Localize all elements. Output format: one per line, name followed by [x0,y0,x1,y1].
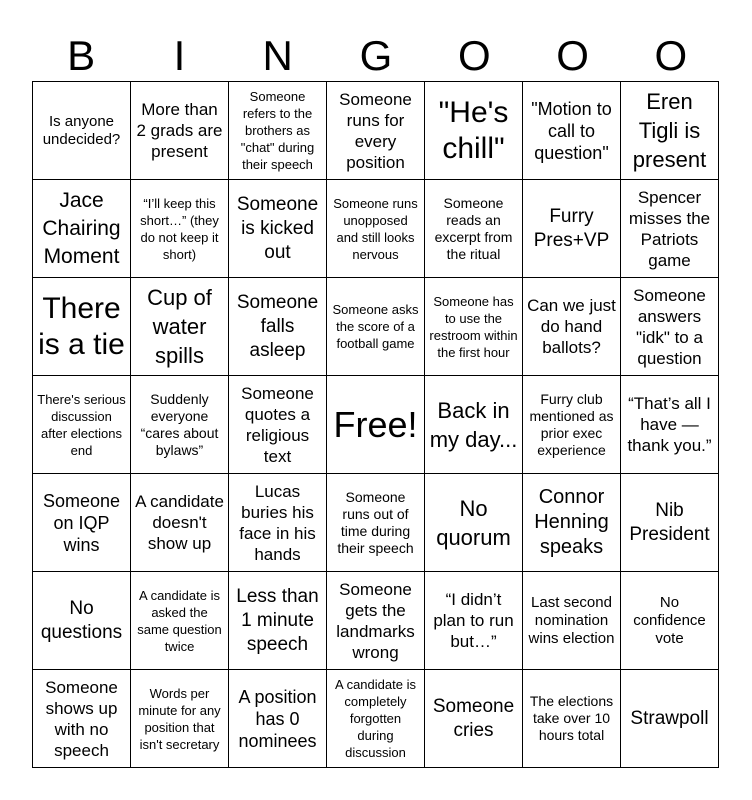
cell-text: Back in my day... [429,397,518,452]
header-letter: I [173,32,186,79]
cell-text: “I’ll keep this short…” (they do not keep it short) [140,195,219,262]
cell-text: "He's chill" [438,95,509,165]
cell-text: Someone runs unopposed and still looks nervous [333,195,418,262]
header-letter: B [67,32,96,79]
cell-text: Less than 1 minute speech [236,585,319,655]
bingo-cell[interactable] [131,376,229,474]
cell-text: Is anyone undecided? [42,112,121,148]
cell-text: Strawpoll [630,707,709,729]
bingo-cell[interactable] [131,82,229,180]
bingo-cell[interactable] [327,82,425,180]
bingo-cell[interactable] [229,82,327,180]
bingo-cell[interactable] [621,572,719,670]
cell-text: Someone shows up with no speech [45,677,118,760]
cell-text: Someone reads an excerpt from the ritual [434,194,513,262]
bingo-cell[interactable] [33,670,131,768]
bingo-cell[interactable] [229,376,327,474]
bingo-cell[interactable] [425,376,523,474]
bingo-cell[interactable] [229,572,327,670]
bingo-cell[interactable] [327,180,425,278]
cell-text: Someone cries [432,695,515,741]
bingo-cell[interactable] [229,474,327,572]
cell-text: Someone falls asleep [236,291,319,361]
cell-text: Cup of water spills [147,285,212,368]
cell-text: A candidate doesn't show up [135,492,224,553]
cell-text: Someone runs for every position [339,89,412,172]
bingo-cell[interactable] [33,474,131,572]
bingo-cell[interactable] [621,376,719,474]
bingo-cell[interactable] [229,180,327,278]
header-letter: O [457,32,491,79]
cell-text: Connor Henning speaks [534,486,609,558]
bingo-cell[interactable] [131,670,229,768]
bingo-cell[interactable] [229,278,327,376]
cell-text: Someone on IQP wins [42,490,121,555]
cell-text: Free! [333,403,418,445]
cell-text: No quorum [436,495,511,550]
header-letter: G [359,32,393,79]
header-letter: O [556,32,589,79]
cell-text: Someone is kicked out [236,193,319,263]
bingo-cell[interactable] [425,670,523,768]
cell-text: A candidate is asked the same question twice [137,587,222,654]
bingo-cell[interactable] [425,82,523,180]
bingo-cell[interactable] [327,278,425,376]
cell-text: Someone has to use the restroom within the first hour [429,293,518,360]
bingo-card [32,81,719,768]
bingo-cell[interactable] [621,474,719,572]
cell-text: Eren Tigli is present [632,89,707,172]
free-space[interactable] [327,376,425,474]
bingo-cell[interactable] [523,670,621,768]
header-letter: O [654,32,688,79]
cell-text: "Motion to call to question" [531,98,612,163]
bingo-cell[interactable] [523,376,621,474]
cell-text: A position has 0 nominees [238,686,317,751]
cell-text: The elections take over 10 hours total [529,693,614,743]
bingo-cell[interactable] [33,180,131,278]
cell-text: No confidence vote [633,593,706,647]
cell-text: Spencer misses the Patriots game [628,187,711,270]
bingo-cell[interactable] [131,180,229,278]
bingo-cell[interactable] [425,180,523,278]
bingo-cell[interactable] [327,572,425,670]
bingo-cell[interactable] [327,474,425,572]
cell-text: Someone asks the score of a football game [332,302,419,351]
bingo-cell[interactable] [621,278,719,376]
bingo-cell[interactable] [327,670,425,768]
cell-text: Words per minute for any position that isn't secretary [138,685,221,752]
cell-text: Lucas buries his face in his hands [239,481,316,564]
cell-text: Someone refers to the brothers as "chat" during their speech [240,89,315,172]
cell-text: Suddenly everyone “cares about bylaws” [140,390,219,458]
cell-text: No questions [40,597,123,643]
cell-text: More than 2 grads are present [136,100,223,161]
bingo-cell[interactable] [33,82,131,180]
bingo-cell[interactable] [425,474,523,572]
bingo-cell[interactable] [229,670,327,768]
bingo-cell[interactable] [621,180,719,278]
cell-text: Someone quotes a religious text [241,383,314,466]
header-letter: N [262,32,293,79]
bingo-cell[interactable] [131,278,229,376]
bingo-cell[interactable] [523,82,621,180]
cell-text: “That’s all I have — thank you.” [627,394,712,455]
bingo-cell[interactable] [425,278,523,376]
cell-text: A candidate is completely forgotten during discussion [335,677,416,760]
bingo-cell[interactable] [523,474,621,572]
bingo-cell[interactable] [33,278,131,376]
cell-text: “I didn’t plan to run but…” [433,590,514,651]
cell-text: Nib President [629,499,710,545]
bingo-cell[interactable] [621,82,719,180]
cell-text: Someone answers "idk" to a question [633,285,706,368]
bingo-cell[interactable] [33,376,131,474]
cell-text: Can we just do hand ballots? [527,296,616,357]
cell-text: There's serious discussion after elections end [37,391,126,458]
bingo-cell[interactable] [523,180,621,278]
cell-text: Someone gets the landmarks wrong [336,579,415,662]
bingo-cell[interactable] [425,572,523,670]
cell-text: Furry club mentioned as prior exec experience [529,390,614,458]
bingo-cell[interactable] [621,670,719,768]
cell-text: Jace Chairing Moment [42,188,121,268]
bingo-cell[interactable] [523,572,621,670]
bingo-cell[interactable] [33,572,131,670]
bingo-header [32,30,720,82]
cell-text: There is a tie [38,291,125,361]
bingo-cell[interactable] [131,572,229,670]
cell-text: Someone runs out of time during their speech [337,488,414,556]
cell-text: Furry Pres+VP [533,205,610,251]
bingo-cell[interactable] [523,278,621,376]
cell-text: Last second nomination wins election [528,593,615,647]
bingo-cell[interactable] [131,474,229,572]
